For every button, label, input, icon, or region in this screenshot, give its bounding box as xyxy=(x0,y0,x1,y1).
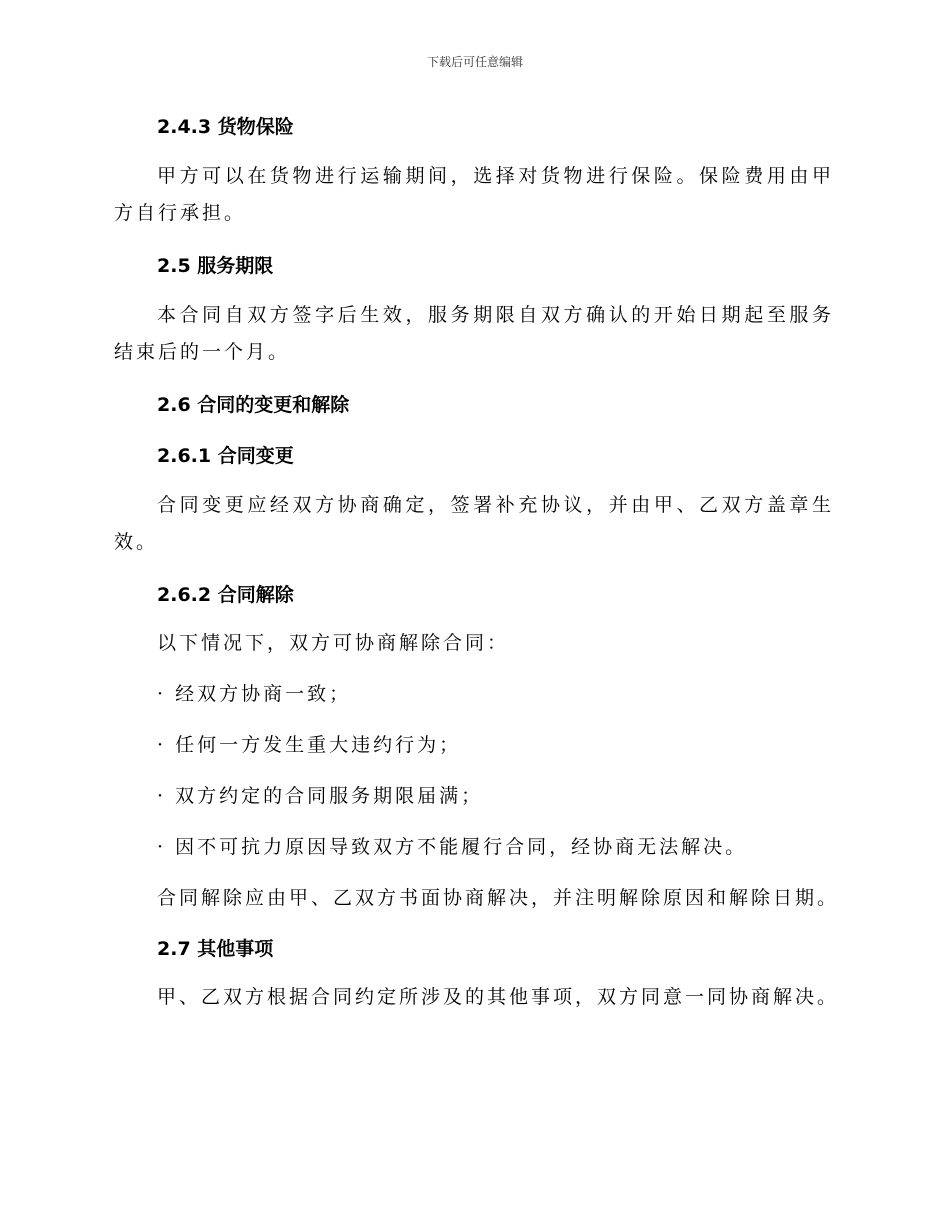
list-item: · 因不可抗力原因导致双方不能履行合同，经协商无法解决。 xyxy=(157,836,748,858)
list-item: · 任何一方发生重大违约行为； xyxy=(157,734,462,756)
paragraph-cargo-insurance: 甲方可以在货物进行运输期间，选择对货物进行保险。保险费用由甲方自行承担。 xyxy=(114,165,834,224)
list-item: · 经双方协商一致； xyxy=(157,683,352,705)
paragraph-other-matters: 甲、乙双方根据合同约定所涉及的其他事项，双方同意一同协商解决。 xyxy=(157,986,840,1008)
heading-2-6: 2.6 合同的变更和解除 xyxy=(157,394,350,416)
heading-2-5: 2.5 服务期限 xyxy=(157,255,274,277)
page-header: 下载后可任意编辑 xyxy=(426,55,523,69)
heading-2-4-3: 2.4.3 货物保险 xyxy=(157,116,294,138)
heading-2-6-2: 2.6.2 合同解除 xyxy=(157,584,294,606)
paragraph-service-term: 本合同自双方签字后生效，服务期限自双方确认的开始日期起至服务结束后的一个月。 xyxy=(114,304,834,363)
paragraph-termination-intro: 以下情况下，双方可协商解除合同： xyxy=(157,632,510,654)
heading-2-7: 2.7 其他事项 xyxy=(157,938,274,960)
paragraph-termination-outro: 合同解除应由甲、乙双方书面协商解决，并注明解除原因和解除日期。 xyxy=(157,887,840,909)
paragraph-contract-change: 合同变更应经双方协商确定，签署补充协议，并由甲、乙双方盖章生效。 xyxy=(114,494,834,553)
list-item: · 双方约定的合同服务期限届满； xyxy=(157,785,484,807)
document-body xyxy=(114,110,840,1014)
heading-2-6-1: 2.6.1 合同变更 xyxy=(157,445,294,467)
